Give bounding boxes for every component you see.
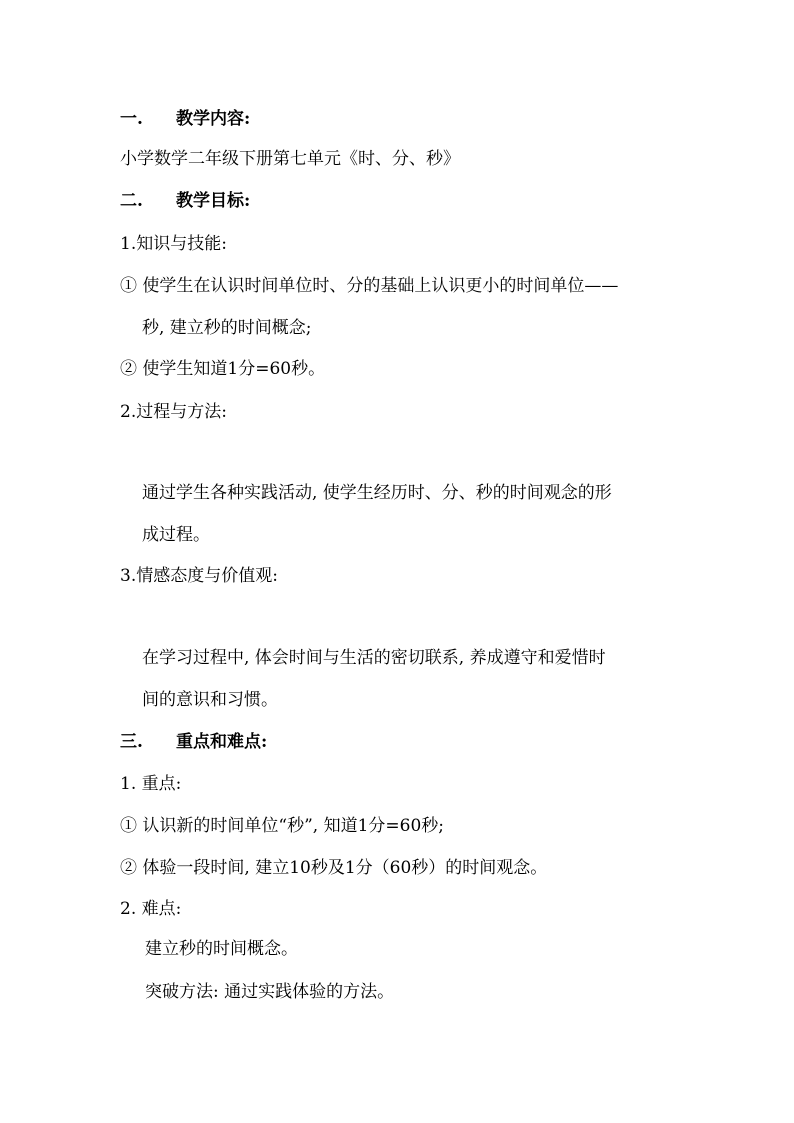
goal-2-text-line-1: 通过学生各种实践活动, 使学生经历时、分、秒的时间观念的形 bbox=[142, 483, 612, 503]
goal-3-text-line-1: 在学习过程中, 体会时间与生活的密切联系, 养成遵守和爱惜时 bbox=[142, 648, 606, 668]
section-number: 二. bbox=[120, 191, 143, 211]
section-heading-2 bbox=[120, 193, 250, 210]
goal-1-item-2: ② 使学生知道1分=60秒。 bbox=[120, 359, 326, 379]
goal-1-label: 1.知识与技能: bbox=[120, 234, 227, 254]
section-number: 三. bbox=[120, 732, 143, 752]
goal-3-label: 3.情感态度与价值观: bbox=[120, 566, 278, 586]
section-title: 教学内容: bbox=[176, 109, 251, 129]
section-heading-3 bbox=[120, 734, 267, 751]
section-number: 一. bbox=[120, 109, 143, 129]
goal-1-item-1-line-2: 秒, 建立秒的时间概念; bbox=[142, 318, 312, 338]
difficulty-text: 建立秒的时间概念。 bbox=[145, 939, 298, 959]
section-title: 重点和难点: bbox=[176, 732, 268, 752]
goal-3-text-line-2: 间的意识和习惯。 bbox=[142, 690, 278, 710]
goal-2-text-line-2: 成过程。 bbox=[142, 525, 210, 545]
goal-1-item-1-line-1: ① 使学生在认识时间单位时、分的基础上认识更小的时间单位—— bbox=[120, 276, 619, 296]
section-heading-1 bbox=[120, 111, 250, 128]
course-content-text: 小学数学二年级下册第七单元《时、分、秒》 bbox=[120, 149, 460, 169]
section-title: 教学目标: bbox=[176, 191, 251, 211]
difficulty-label: 2. 难点: bbox=[120, 899, 182, 919]
goal-2-label: 2.过程与方法: bbox=[120, 402, 227, 422]
difficulty-method: 突破方法: 通过实践体验的方法。 bbox=[145, 982, 395, 1002]
key-point-item-1: ① 认识新的时间单位“秒”, 知道1分=60秒; bbox=[120, 816, 445, 836]
key-point-item-2: ② 体验一段时间, 建立10秒及1分（60秒）的时间观念。 bbox=[120, 858, 548, 878]
key-point-label: 1. 重点: bbox=[120, 774, 182, 794]
